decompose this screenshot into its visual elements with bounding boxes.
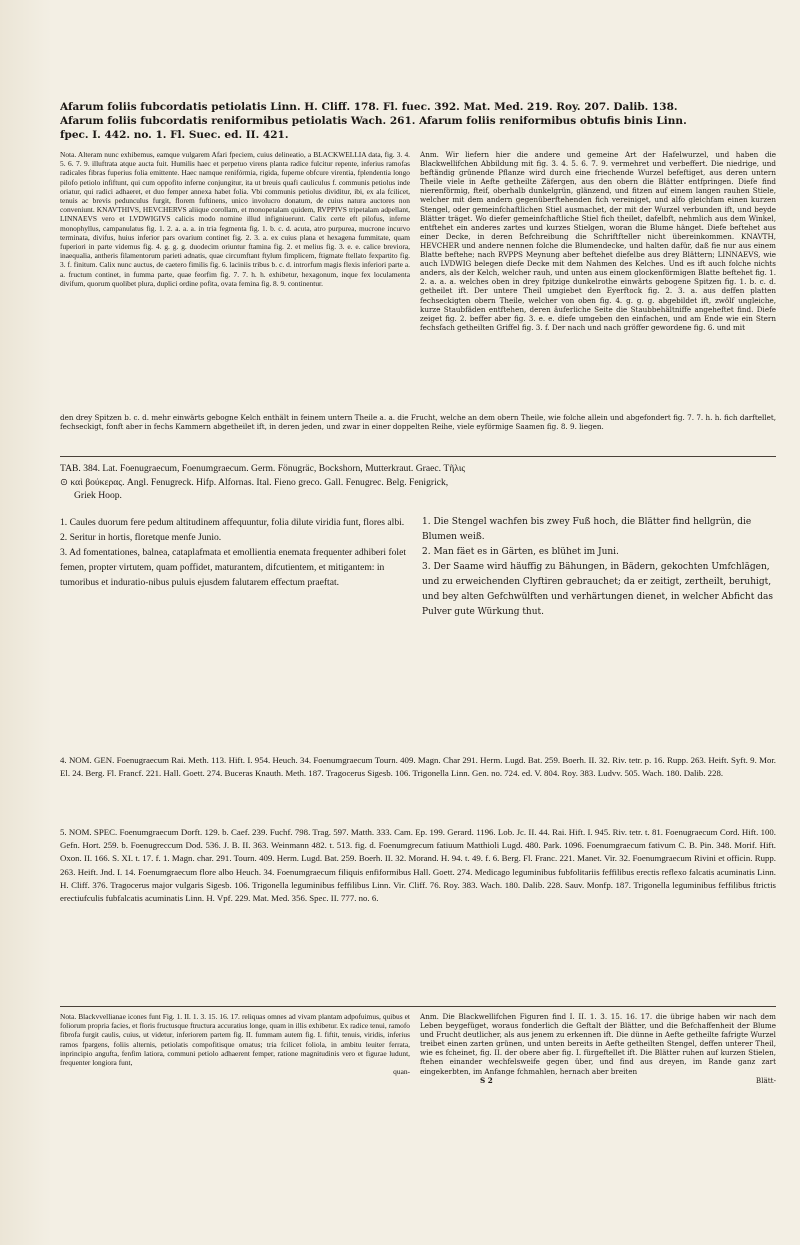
latin-item-2: 2. Seritur in hortis, floretque menfe Junio. — [60, 532, 222, 543]
heading-line-2: Afarum foliis fubcordatis reniformibus petiolatis Wach. 261. Afarum foliis reniformibus obtufis binis Linn. — [60, 115, 687, 127]
section1-german-note: Anm. Wir liefern hier die andere und gemeine Art der Hafelwurzel, und haben die Blackwellifchen Abbildung mit fig. 3. 4. 5. 6. 7. 9. vermehret und verbeffert. Die niedrige, und beftändig grünende Pflanze wird durch eine friechende Wurzel befeftiget, aus deren untern Theile viele in Aefte getheilte Zäfergen, aus den obern die Blätter entfpringen. Diefe find nierenförmig, fteif, oberhalb dunkelgrün, glänzend, und fitzen auf einem langen rauhen Stiele, welcher mit dem andern gegenüberftehenden fich vereiniget, und alfo gleichfam einen kurzen Stengel, oder gemeinfchaftlichen Stiel ausmachet, der mit der Wurzel verbunden ift, und beyde Blätter träget. Wo diefer gemeinfchaftliche Stiel fich theilet, dafelbft, nehmlich aus dem Winkel, entftehet ein anderes zartes und kurzes Stielgen, woran die Blume hänget. Diefe beftehet aus einer Decke, in deren Befchreibung die Schriftfteller nicht übereinkommen. KNAVTH, HEVCHER und andere nennen folche die Blumendecke, und halten dafür, daß fie nur aus einem Blatte beftehe; nach RVPPS Meynung aber beftehet diefelbe aus drey Blättern; LINNAEVS, wie auch LVDWIG belegen diefe Decke mit dem Nahmen des Kelches. Und es ift auch folche nichts anders, als der Kelch, welcher rauh, und unten aus einem glockenförmigen Blatte beftehet fig. 1. 2. a. a. a. welches oben in drey fpitzige dunkelrothe einwärts gebogene Spitzen fig. 1. b. c. d. getheilet ift. Der untere Theil umgiebet den Eyerftock fig. 2. 3. a. aus deffen platten fechseckigten obern Theile, welcher von oben fig. 4. g. g. g. abgebildet ift, zwölf ungleiche, kurze Staubfäden entftehen, deren äuferliche Seite die Staubbehältniffe angeheftet find. Diefe zeiget fig. 2. beffer aber fig. 3. e. e. diefe umgeben den einfachen, und am Ende wie ein Stern fechsfach getheilten Griffel fig. 3. f. Der nach und nach gröffer gewordene fig. 6. und mit — [420, 150, 776, 332]
signature-mark: S 2 — [480, 1075, 493, 1085]
heading-line-1: Afarum foliis fubcordatis petiolatis Linn. H. Cliff. 178. Fl. fuec. 392. Mat. Med. 219. Roy. 207. Dalib. 138. — [60, 101, 678, 113]
heading-line-3: fpec. I. 442. no. 1. Fl. Suec. ed. II. 421. — [60, 129, 289, 141]
latin-item-3: 3. Ad fomentationes, balnea, cataplafmata et emollientia enemata frequenter adhiberi folet femen, propter virtutem, quam poffidet, maturantem, difcutientem, et mitigantem: in tumoribus et induratio-nibus puluis ejusdem falutarem effectum praeftat. — [60, 547, 407, 588]
tab384-line-1: TAB. 384. Lat. Foenugraecum, Foenumgraecum. Germ. Fönugräc, Bockshorn, Mutterkraut. Graec. Τῆλις — [60, 463, 466, 474]
nota2-german — [420, 1012, 776, 1162]
nom-spec-synonymy: 5. NOM. SPEC. Foenumgraecum Dorft. 129. b. Caef. 239. Fuchf. 798. Trag. 597. Matth. 333. Cam. Ep. 199. Gerard. 1196. Lob. Jc. II. 44. Rai. Hift. I. 945. Riv. tetr. t. 81. Foenugraecum Cord. Hift. 100. Gefn. Hort. 259. b. Foenugreccum Dod. 536. J. B. II. 363. Weinmann 482. t. 513. fig. d. Foenumgrecum fatiuum Matthioli Lugd. 480. Park. 1096. Foenumgraecum fativum C. B. Pin. 348. Morif. Hift. Oxon. II. 166. S. XI. t. 17. f. 1. Magn. char. 291. Tourn. 409. Herm. Lugd. Bat. 259. Boerh. II. 32. Morand. H. 94. t. 49. f. 6. Berg. Fl. Franc. 221. Manet. Vir. 32. Foenumgraecum Rivini et officin. Rupp. 263. Heift. Jnd. I. 14. Foenumgraecum flore albo Heuch. 34. Foenumgraecum filiquis enfiformibus Hall. Goett. 274. Medicago leguminibus fubfolitariis feffilibus erectis reflexo falcatis acuminatis Linn. H. Cliff. 376. Tragocerus major vulgaris Sigesb. 106. Trigonella leguminibus feffilibus Linn. Vir. Cliff. 76. Roy. 383. Wach. 180. Dalib. 228. Sauv. Monfp. 187. Trigonella leguminibus feffilibus ftrictis erectiufculis fubfalcatis acuminatis Linn. H. Vpf. 229. Mat. Med. 356. Spec. II. 777. no. 6. — [60, 827, 776, 904]
tab384-line-3: Griek Hoop. — [74, 490, 122, 501]
section-divider — [60, 456, 776, 457]
section1-german-continuation: den drey Spitzen b. c. d. mehr einwärts gebogne Kelch enthält in feinem untern Theile a. a. die Frucht, welche an dem obern Theile, wie folche allein und abgefondert fig. 7. 7. h. h. fich darftellet, fechseckigt, fonft aber in fechs Kammern abgetheilet ift, in deren jeden, und zwar in einer doppelten Reihe, viele eyförmige Saamen fig. 8. 9. liegen. — [60, 413, 776, 432]
german-catchword: Blätt- — [755, 1075, 776, 1085]
nota2-latin-catchword: quan- — [393, 1067, 410, 1077]
nota2-latin — [60, 1012, 410, 1162]
german-item-1: 1. Die Stengel wachfen bis zwey Fuß hoch, die Blätter find hellgrün, die Blumen weiß. — [422, 517, 752, 542]
section1-latin-note: Nota. Alteram nunc exhibemus, eamque vulgarem Afari fpeciem, cuius delineatio, a BLACKWELLIA data, fig. 3. 4. 5. 6. 7. 9. illuftrata atque aucta fuit. Humilis haec et perpetuo virens planta radice fulcitur repente, inferius ramofas radicales fibras fuperius folia emittente. Haec namque renifórmia, rigida, fuperne obfcure virentia, fplendentia longo pilofo petiolo infiftunt, qui cum oppofito inferne conjungitur, ita ut breuis quafi cauliculus f. communis petiolus inde oriatur, qui radici adhaeret, et duo femper annexa habet folia. Vbi communis petiolus dividitur, ibi, ex ala fcilicet, tenuis ac brevis pedunculus furgit, florem fuftinens, unico involucro donatum, de cuius natura auctores non conveniunt. KNAVTHIVS, HEVCHERVS aliique corollam, et monopetalam quidem, RVPPIVS tripetalam adpellant, LINNAEVS vero et LVDWIGIVS calicis modo nomine illud infigniuerunt. Calix certe eft pilofus, inferne monophyllus, campanulatus fig. 1. 2. a. a. a. in tria fegmenta fig. 1. b. c. d. acuta, atro purpurea, mucrone incurvo terminata, divifus, huius inferior pars ovarium continet fig. 2. 3. a. ex cuius plana et hexagena fummitate, quam fuperiori in parte videmus fig. 4. g. g. g. duodecim oriuntur ftamina fig. 2. et melius fig. 3. e. e. calice breviora, inaequalia, antheris filamentorum parieti adnatis, quae circumftant ftylum fimplicem, ftigmate ftellato fexpartito fig. 3. f. finitum. Calix nunc auctus, de caetero fimilis fig. 6. laciniis tribus b. c. d. introrfum magis flexis inferiori parte a. a. fructum continet, in fumma parte, quae feorfim fig. 7. 7. h. h. exhibetur, hexagonum, inque fex loculamenta divifum, quorum quolibet plura, duplici ordine pofita, ovata femina fig. 8. 9. continentur. — [60, 150, 410, 288]
top-heading — [60, 100, 776, 146]
page-gutter-shadow — [0, 0, 52, 1245]
tab384-german-items — [422, 515, 776, 750]
tab384-latin-items — [60, 515, 412, 750]
latin-item-1: 1. Caules duorum fere pedum altitudinem affequuntur, folia dilute viridia funt, flores albi. — [60, 517, 405, 528]
nota2-german-text: Anm. Die Blackwellifchen Figuren find I. II. 1. 3. 15. 16. 17. die übrige haben wir nach dem Leben beygefüget, woraus fonderlich die Geftalt der Blätter, und die Befchaffenheit der Blume und Frucht deutlicher, als aus jenem zu erkennen ift. Die dünne in Aefte getheilte fafrigte Wurzel treibet einen zarten grünen, und unten bereits in Aefte getheilten Stengel, deffen unterer Theil, wie es fcheinet, fig. II. der obere aber fig. I. fürgeftellet ift. Die Blätter ruhen auf kurzen Stielen, ftehen einander wechfelsweife gegen über, und find aus dreyen, im Rande ganz zart eingekerbten, im Anfange fchmahlen, hernach aber breiten — [420, 1012, 776, 1076]
tab384-heading — [60, 462, 776, 504]
page-footer — [420, 1076, 776, 1085]
german-item-3: 3. Der Saame wird häuffig zu Bähungen, in Bädern, gekochten Umfchlägen, und zu erweichenden Clyftiren gebrauchet; da er zeitigt, zertheilt, beruhigt, und bey alten Gefchwülften und verhärtungen dienet, in welcher Abficht das Pulver gute Würkung thut. — [422, 562, 773, 617]
nota2-latin-text: Nota. Blackvvellianae icones funt Fig. 1. II. 1. 3. 15. 16. 17. reliquas omnes ad vivam plantam adpofuimus, quibus et foliorum propria facies, et floris fructusque ftructura accuratius longe, quam in illis exhibetur. Ex radice tenui, ramofo fibrofa furgit caulis, cuius, ut videtur, inferiorem partem fig. II. fummam autem fig. I. fiftit, tenuis, viridis, inferius ramos fpargens, foliis alternis, petiolatis compofitisque ornatus; tria fcilicet foliola, in ambitu leuiter ferrata, inprincipio angufta, fenfim latiora, communi petiolo adhaerent femper, ratione magnitudinis vero et figurae ludunt, frequenter longiora funt, — [60, 1012, 410, 1068]
tab384-line-2: ⊙ καὶ βούκερας. Angl. Fenugreck. Hifp. Alfornas. Ital. Fieno greco. Gall. Fenugrec. Belg. Fenigrick, — [60, 476, 449, 488]
nom-gen-synonymy: 4. NOM. GEN. Foenugraecum Rai. Meth. 113. Hift. I. 954. Heuch. 34. Foenumgraecum Tourn. 409. Magn. Char 291. Herm. Lugd. Bat. 259. Boerh. II. 32. Riv. tetr. p. 16. Rupp. 263. Heift. Syft. 9. Mor. El. 24. Berg. Fl. Francf. 221. Hall. Goett. 274. Buceras Knauth. Meth. 187. Tragocerus Sigesb. 106. Trigonella Linn. Gen. no. 724. ed. V. 804. Roy. 383. Ludvv. 505. Wach. 180. Dalib. 228. — [60, 755, 776, 779]
section-divider-2 — [60, 1006, 776, 1007]
german-item-2: 2. Man fäet es in Gärten, es blühet im Juni. — [422, 547, 619, 557]
